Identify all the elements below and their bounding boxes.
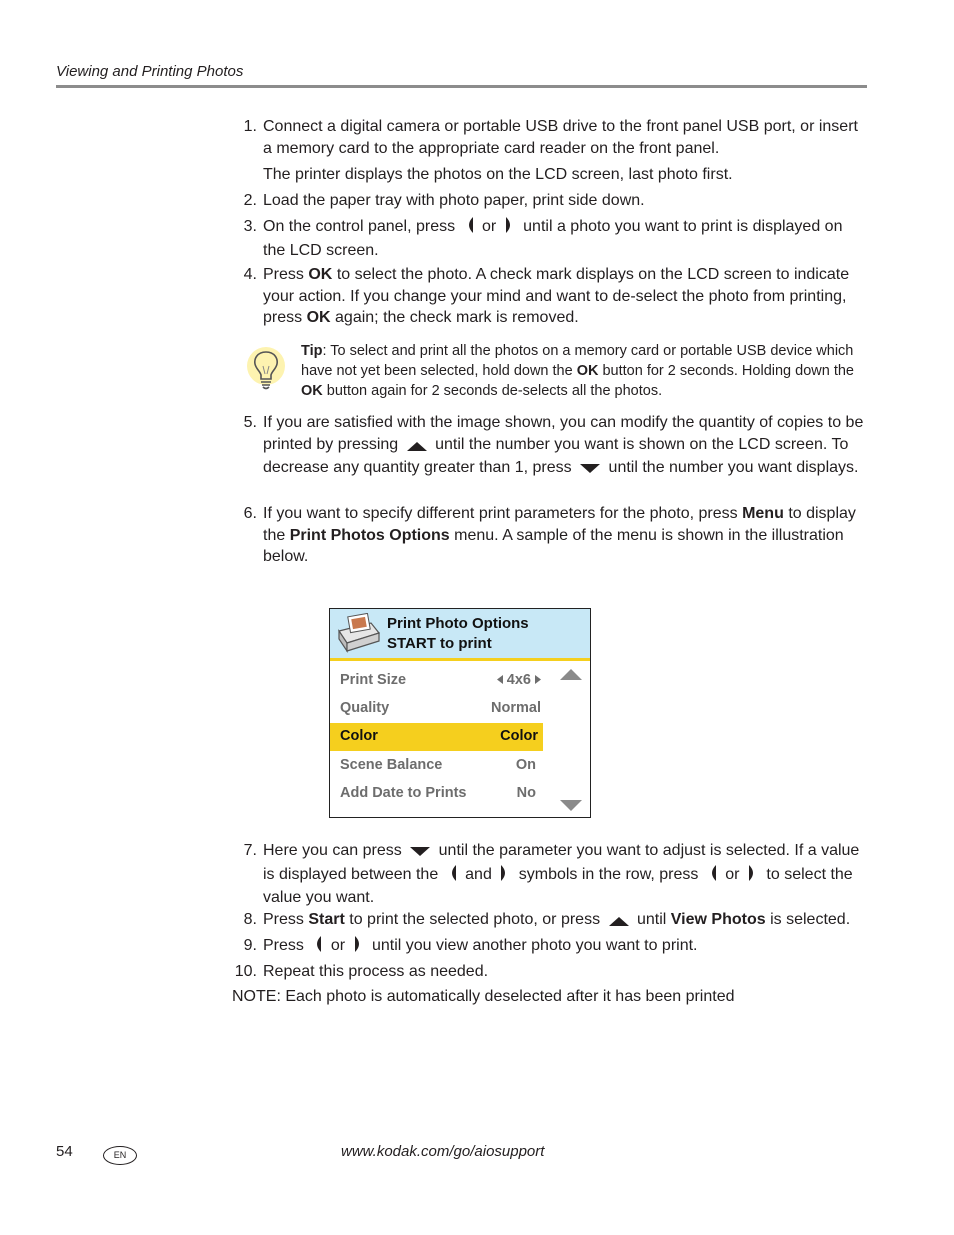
- step-number: 5.: [243, 414, 257, 431]
- lcd-row-label: Quality: [340, 700, 390, 716]
- start-key: Start: [308, 911, 345, 928]
- step-text: On the control panel, press: [263, 218, 456, 235]
- down-arrow-icon: [410, 842, 430, 864]
- step-text: Press: [263, 911, 304, 928]
- step-number: 3.: [243, 218, 257, 235]
- page-number: 54: [56, 1143, 73, 1160]
- down-arrow-icon: [580, 459, 600, 481]
- lcd-title: Print Photo Options: [387, 615, 529, 632]
- lcd-row-value: No: [516, 785, 536, 801]
- lcd-subtitle: START to print: [387, 635, 492, 652]
- step-number: 6.: [243, 505, 257, 522]
- lcd-menu-illustration: [329, 608, 591, 818]
- step-number: 9.: [243, 937, 257, 954]
- step-number: 10.: [234, 963, 257, 980]
- tip-text: button for 2 seconds. Holding down the: [602, 363, 854, 379]
- step-text: to select the photo. A check mark displays on the LCD screen to indicate your action. If you change your mind and want to de-select the photo from printing, press: [263, 266, 850, 326]
- step-10: [234, 961, 869, 983]
- lcd-right-arrow-icon: [535, 672, 541, 688]
- lcd-row-label: Scene Balance: [340, 757, 443, 773]
- lcd-scroll-down-icon: [560, 799, 582, 817]
- lightbulb-icon: [246, 344, 286, 405]
- step-number: 1.: [243, 118, 257, 135]
- header-rule: [56, 85, 867, 88]
- up-arrow-icon: [407, 436, 427, 458]
- tip-box: [301, 341, 866, 401]
- step-8: [243, 909, 883, 933]
- step-text: Connect a digital camera or portable USB drive to the front panel USB port, or insert a memory card to the appropriate card reader on the front panel.: [263, 118, 858, 157]
- lcd-row-value: On: [515, 757, 536, 773]
- menu-key: Menu: [742, 505, 784, 522]
- step-3: [243, 216, 869, 261]
- step-number: 8.: [243, 911, 257, 928]
- ok-key: OK: [301, 383, 323, 399]
- step-5: [243, 412, 869, 481]
- step-text: until the parameter you want to adjust is selected. If a value is displayed between the: [263, 842, 860, 883]
- ok-key: OK: [306, 309, 331, 326]
- lcd-row-print-size: [330, 667, 543, 695]
- lcd-row-color: [330, 723, 543, 751]
- up-arrow-icon: [609, 911, 629, 933]
- step-number: 7.: [243, 842, 257, 859]
- lcd-row-value: Color: [500, 728, 538, 744]
- step-text: to select the value you want.: [263, 865, 853, 906]
- step-text: until you view another photo you want to print.: [371, 937, 698, 954]
- step-text: to display the: [263, 505, 856, 544]
- step-4: [243, 264, 869, 329]
- lcd-row-scene-balance: [330, 752, 543, 780]
- step-text: until the number you want displays.: [608, 459, 859, 476]
- right-arrow-icon: [500, 865, 510, 888]
- step-2: [243, 190, 869, 212]
- lcd-header: [330, 609, 590, 661]
- right-arrow-icon: [748, 865, 758, 888]
- step-text: to print the selected photo, or press: [349, 911, 601, 928]
- language-badge: EN: [103, 1146, 137, 1165]
- right-arrow-icon: [505, 217, 515, 240]
- step-text: or: [330, 937, 346, 954]
- step-text: menu. A sample of the menu is shown in the illustration below.: [263, 526, 844, 565]
- view-photos-label: View Photos: [670, 911, 766, 928]
- step-text: Load the paper tray with photo paper, print side down.: [263, 192, 645, 209]
- lcd-row-value: 4x6: [497, 672, 541, 688]
- step-text: and: [465, 865, 492, 883]
- tip-text: : To select and print all the photos on a memory card or portable USB device which have not yet been selected, hold down the: [301, 343, 854, 379]
- support-url: www.kodak.com/go/aiosupport: [341, 1143, 545, 1160]
- right-arrow-icon: [354, 936, 364, 959]
- step-number: 4.: [243, 266, 257, 283]
- step-9: [243, 935, 869, 959]
- step-text: until a photo you want to print is displayed on the LCD screen.: [263, 218, 843, 259]
- step-text: is selected.: [770, 911, 851, 928]
- step-text: Press: [263, 937, 304, 954]
- step-text: Repeat this process as needed.: [263, 963, 489, 980]
- running-header: Viewing and Printing Photos: [56, 63, 244, 80]
- left-arrow-icon: [312, 936, 322, 959]
- left-arrow-icon: [447, 865, 457, 888]
- lcd-row-label: Print Size: [340, 672, 407, 688]
- left-arrow-icon: [707, 865, 717, 888]
- step-7: [243, 840, 869, 909]
- step-6: [243, 503, 869, 568]
- tip-text: button again for 2 seconds de-selects all the photos.: [326, 383, 663, 399]
- note: NOTE: Each photo is automatically deselected after it has been printed: [232, 988, 735, 1005]
- step-1-result: The printer displays the photos on the LCD screen, last photo first.: [263, 166, 733, 183]
- lcd-scroll-up-icon: [560, 667, 582, 685]
- printer-icon: [335, 613, 381, 660]
- lcd-row-value: Normal: [491, 700, 541, 716]
- step-text: Press: [263, 266, 304, 283]
- step-text: If you are satisfied with the image shown, you can modify the quantity of copies to be printed by pressing: [263, 414, 864, 453]
- lcd-left-arrow-icon: [497, 672, 503, 688]
- lcd-row-label: Color: [340, 728, 378, 744]
- ok-key: OK: [576, 363, 599, 379]
- lcd-row-label: Add Date to Prints: [340, 785, 467, 801]
- step-text: until: [636, 911, 667, 928]
- step-text: Here you can press: [263, 842, 402, 859]
- print-photos-options-label: Print Photos Options: [289, 526, 450, 544]
- step-text: again; the check mark is removed.: [335, 309, 579, 326]
- step-text: or: [482, 218, 497, 235]
- ok-key: OK: [308, 266, 333, 283]
- step-1: [243, 116, 869, 159]
- step-text: until the number you want is shown on the LCD screen. To decrease any quantity greater than 1, press: [263, 435, 849, 476]
- lcd-row-add-date: [330, 780, 543, 808]
- step-text: or: [725, 865, 740, 883]
- tip-label: Tip: [301, 343, 323, 359]
- step-text: If you want to specify different print parameters for the photo, press: [263, 505, 738, 522]
- step-text: symbols in the row, press: [518, 865, 699, 883]
- left-arrow-icon: [464, 217, 474, 240]
- lcd-row-quality: [330, 695, 543, 723]
- step-number: 2.: [243, 192, 257, 209]
